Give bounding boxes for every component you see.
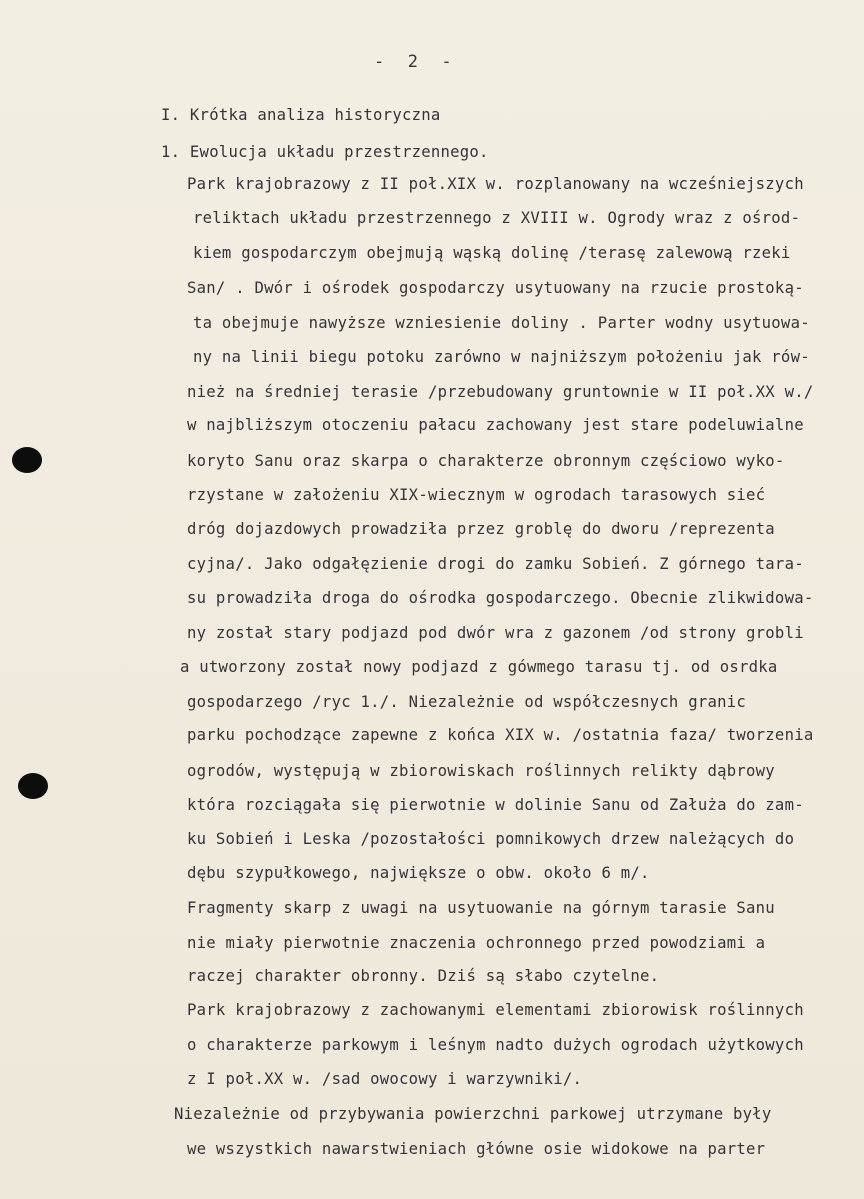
- body-line: dębu szypułkowego, największe o obw. około 6 m/.: [187, 864, 650, 882]
- body-line: w najbliższym otoczeniu pałacu zachowany jest stare podeluwialne: [187, 416, 804, 434]
- body-line: z I poł.XX w. /sad owocowy i warzywniki/.: [187, 1070, 583, 1088]
- body-line: parku pochodzące zapewne z końca XIX w. /ostatnia faza/ tworzenia: [187, 726, 814, 744]
- body-line: nie miały pierwotnie znaczenia ochronnego przed powodziami a: [187, 934, 766, 952]
- punch-hole-top: [12, 447, 42, 473]
- body-line: rzystane w założeniu XIX-wiecznym w ogrodach tarasowych sieć: [187, 486, 766, 504]
- body-line: ogrodów, występują w zbiorowiskach roślinnych relikty dąbrowy: [187, 762, 775, 780]
- punch-hole-bottom: [18, 773, 48, 799]
- body-line: Niezależnie od przybywania powierzchni parkowej utrzymane były: [174, 1105, 772, 1123]
- body-line: koryto Sanu oraz skarpa o charakterze obronnym częściowo wyko-: [187, 452, 785, 470]
- body-line: dróg dojazdowych prowadziła przez groblę do dworu /reprezenta: [187, 520, 775, 538]
- body-line: San/ . Dwór i ośrodek gospodarczy usytuowany na rzucie prostoką-: [187, 279, 804, 297]
- body-line: o charakterze parkowym i leśnym nadto dużych ogrodach użytkowych: [187, 1036, 804, 1054]
- page-number: - 2 -: [374, 52, 453, 72]
- body-line: nież na średniej terasie /przebudowany gruntownie w II poł.XX w./: [187, 383, 814, 401]
- body-line: reliktach układu przestrzennego z XVIII w. Ogrody wraz z ośrod-: [193, 209, 801, 227]
- body-line: ta obejmuje nawyższe wzniesienie doliny . Parter wodny usytuowa-: [193, 314, 810, 332]
- body-line: raczej charakter obronny. Dziś są słabo czytelne.: [187, 967, 660, 985]
- body-line: we wszystkich nawarstwieniach główne osie widokowe na parter: [187, 1140, 766, 1158]
- body-line: su prowadziła droga do ośrodka gospodarczego. Obecnie zlikwidowa-: [187, 589, 814, 607]
- subsection-heading: 1. Ewolucja układu przestrzennego.: [161, 143, 489, 161]
- body-line: kiem gospodarczym obejmują wąską dolinę /terasę zalewową rzeki: [193, 244, 791, 262]
- body-line: ku Sobień i Leska /pozostałości pomnikowych drzew należących do: [187, 830, 795, 848]
- body-line: ny został stary podjazd pod dwór wra z gazonem /od strony grobli: [187, 624, 804, 642]
- body-line: Park krajobrazowy z zachowanymi elementami zbiorowisk roślinnych: [187, 1001, 804, 1019]
- section-heading: I. Krótka analiza historyczna: [161, 106, 441, 124]
- body-line: ny na linii biegu potoku zarówno w najniższym położeniu jak rów-: [193, 348, 810, 366]
- body-line: gospodarzego /ryc 1./. Niezależnie od współczesnych granic: [187, 693, 747, 711]
- body-line: która rozciągała się pierwotnie w dolinie Sanu od Załuża do zam-: [187, 796, 804, 814]
- body-line: Fragmenty skarp z uwagi na usytuowanie na górnym tarasie Sanu: [187, 899, 775, 917]
- body-line: cyjna/. Jako odgałęzienie drogi do zamku Sobień. Z górnego tara-: [187, 555, 804, 573]
- body-line: Park krajobrazowy z II poł.XIX w. rozplanowany na wcześniejszych: [187, 175, 804, 193]
- body-line: a utworzony został nowy podjazd z gówmego tarasu tj. od osrdka: [180, 658, 778, 676]
